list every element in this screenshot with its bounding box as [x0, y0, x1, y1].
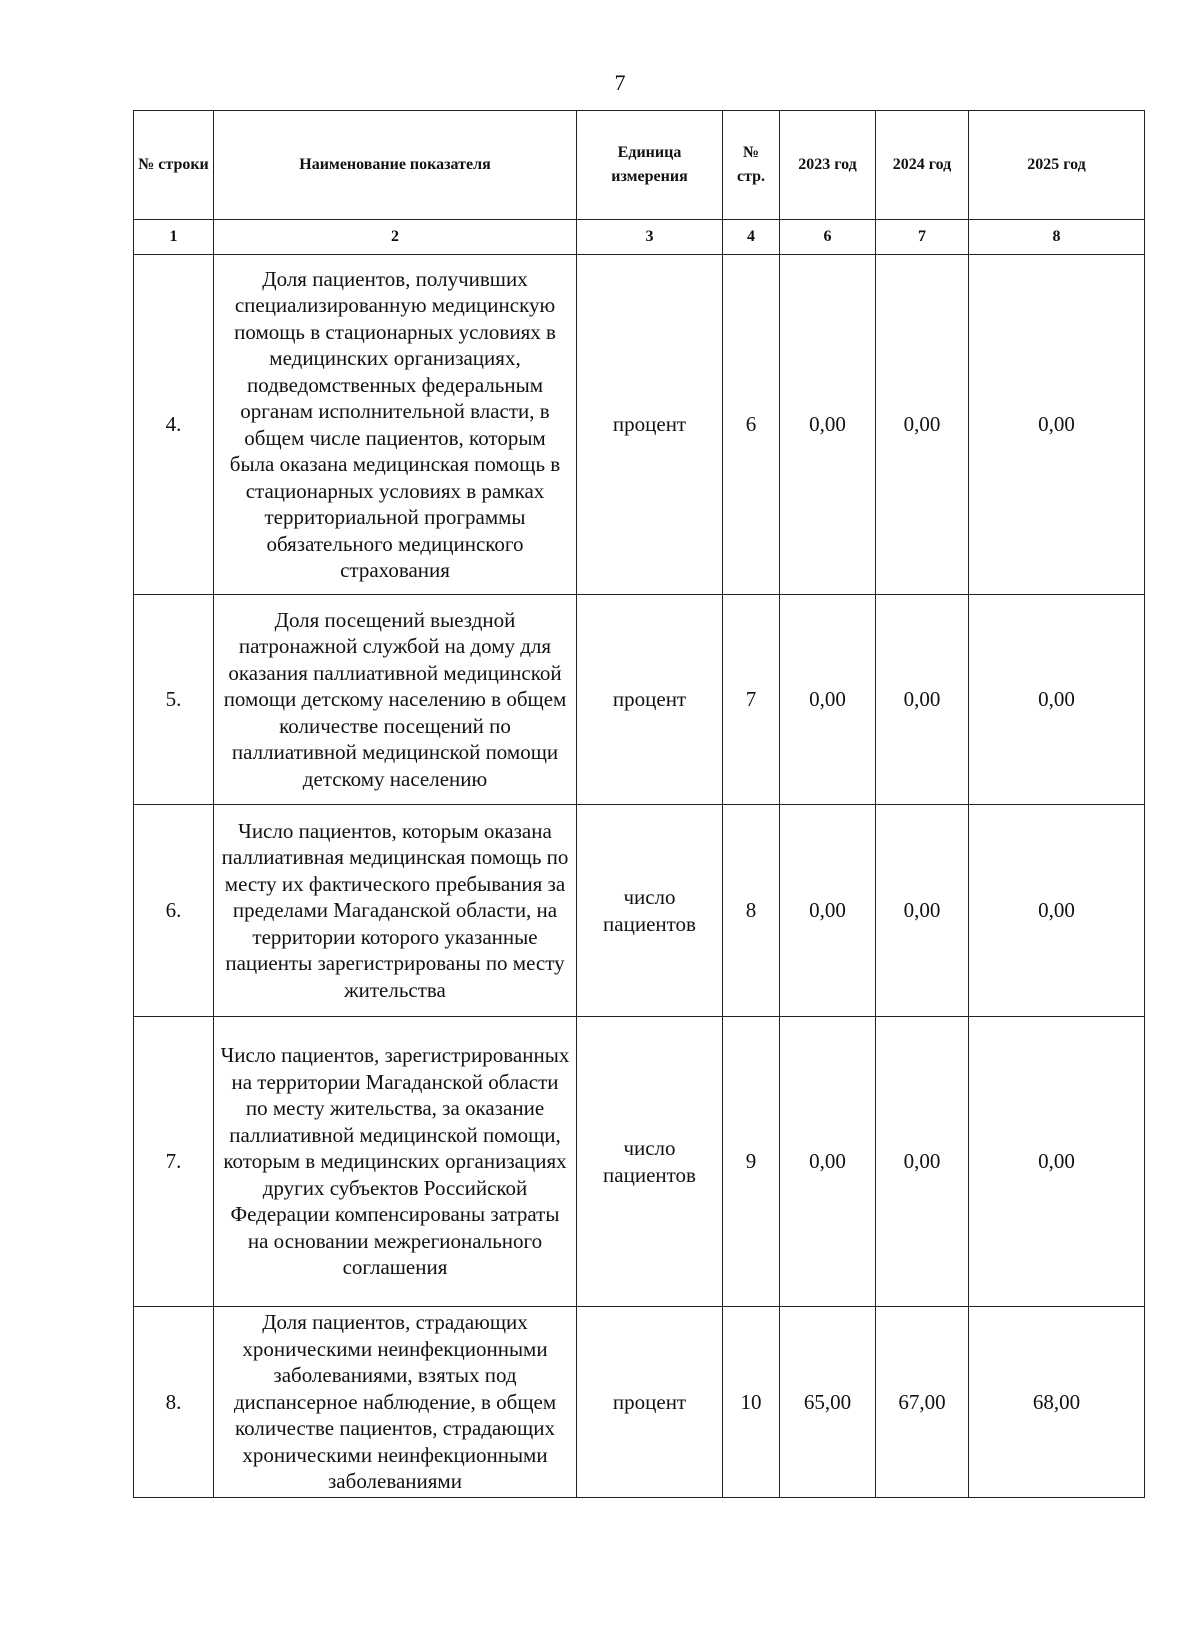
indicators-table — [133, 110, 1145, 1498]
column-number: 1 — [134, 220, 214, 255]
indicator-name: Число пациентов, зарегистрированных на территории Магаданской области по месту жительства, за оказание паллиативной медицинской помощи, которым в медицинских организациях других субъектов Российской Федерации компенсированы затраты на основании межрегионального соглашения — [214, 1017, 577, 1307]
table-row — [134, 1017, 1145, 1307]
table-row — [134, 805, 1145, 1017]
unit: число пациентов — [577, 805, 723, 1017]
column-number: 8 — [969, 220, 1145, 255]
header-line-number: № стр. — [723, 111, 780, 220]
page-number: 7 — [614, 70, 626, 95]
value-2023: 0,00 — [780, 1017, 876, 1307]
line-number: 6 — [723, 255, 780, 595]
line-number: 8 — [723, 805, 780, 1017]
header-year-2024: 2024 год — [876, 111, 969, 220]
row-number: 7. — [134, 1017, 214, 1307]
header-year-2023: 2023 год — [780, 111, 876, 220]
line-number: 10 — [723, 1307, 780, 1498]
column-number: 2 — [214, 220, 577, 255]
value-2023: 0,00 — [780, 255, 876, 595]
header-indicator-name: Наименование показателя — [214, 111, 577, 220]
value-2024: 0,00 — [876, 805, 969, 1017]
value-2024: 0,00 — [876, 1017, 969, 1307]
column-number: 7 — [876, 220, 969, 255]
line-number: 9 — [723, 1017, 780, 1307]
header-unit: Единица измерения — [577, 111, 723, 220]
unit: процент — [577, 1307, 723, 1498]
table-header-row — [134, 111, 1145, 220]
unit: процент — [577, 255, 723, 595]
column-number: 3 — [577, 220, 723, 255]
header-row-number: № строки — [134, 111, 214, 220]
value-2024: 0,00 — [876, 595, 969, 805]
row-number: 6. — [134, 805, 214, 1017]
value-2025: 0,00 — [969, 255, 1145, 595]
header-year-2025: 2025 год — [969, 111, 1145, 220]
value-2024: 67,00 — [876, 1307, 969, 1498]
table-row — [134, 595, 1145, 805]
row-number: 5. — [134, 595, 214, 805]
indicator-name: Доля посещений выездной патронажной службой на дому для оказания паллиативной медицинской помощи детскому населению в общем количестве посещений по паллиативной медицинской помощи детскому населению — [214, 595, 577, 805]
indicator-name: Доля пациентов, страдающих хроническими неинфекционными заболеваниями, взятых под диспансерное наблюдение, в общем количестве пациентов, страдающих хроническими неинфекционными заболеваниями — [214, 1307, 577, 1498]
table-row — [134, 255, 1145, 595]
row-number: 4. — [134, 255, 214, 595]
indicator-name: Доля пациентов, получивших специализированную медицинскую помощь в стационарных условиях в медицинских организациях, подведомственных федеральным органам исполнительной власти, в общем числе пациентов, которым была оказана медицинская помощь в стационарных условиях в рамках территориальной программы обязательного медицинского страхования — [214, 255, 577, 595]
unit: процент — [577, 595, 723, 805]
column-number: 6 — [780, 220, 876, 255]
row-number: 8. — [134, 1307, 214, 1498]
value-2025: 68,00 — [969, 1307, 1145, 1498]
indicator-name: Число пациентов, которым оказана паллиативная медицинская помощь по месту их фактического пребывания за пределами Магаданской области, на территории которого указанные пациенты зарегистрированы по месту жительства — [214, 805, 577, 1017]
value-2024: 0,00 — [876, 255, 969, 595]
value-2025: 0,00 — [969, 595, 1145, 805]
column-number: 4 — [723, 220, 780, 255]
value-2025: 0,00 — [969, 1017, 1145, 1307]
column-numbers-row — [134, 220, 1145, 255]
table-row — [134, 1307, 1145, 1498]
value-2023: 0,00 — [780, 805, 876, 1017]
value-2023: 0,00 — [780, 595, 876, 805]
value-2023: 65,00 — [780, 1307, 876, 1498]
value-2025: 0,00 — [969, 805, 1145, 1017]
line-number: 7 — [723, 595, 780, 805]
unit: число пациентов — [577, 1017, 723, 1307]
